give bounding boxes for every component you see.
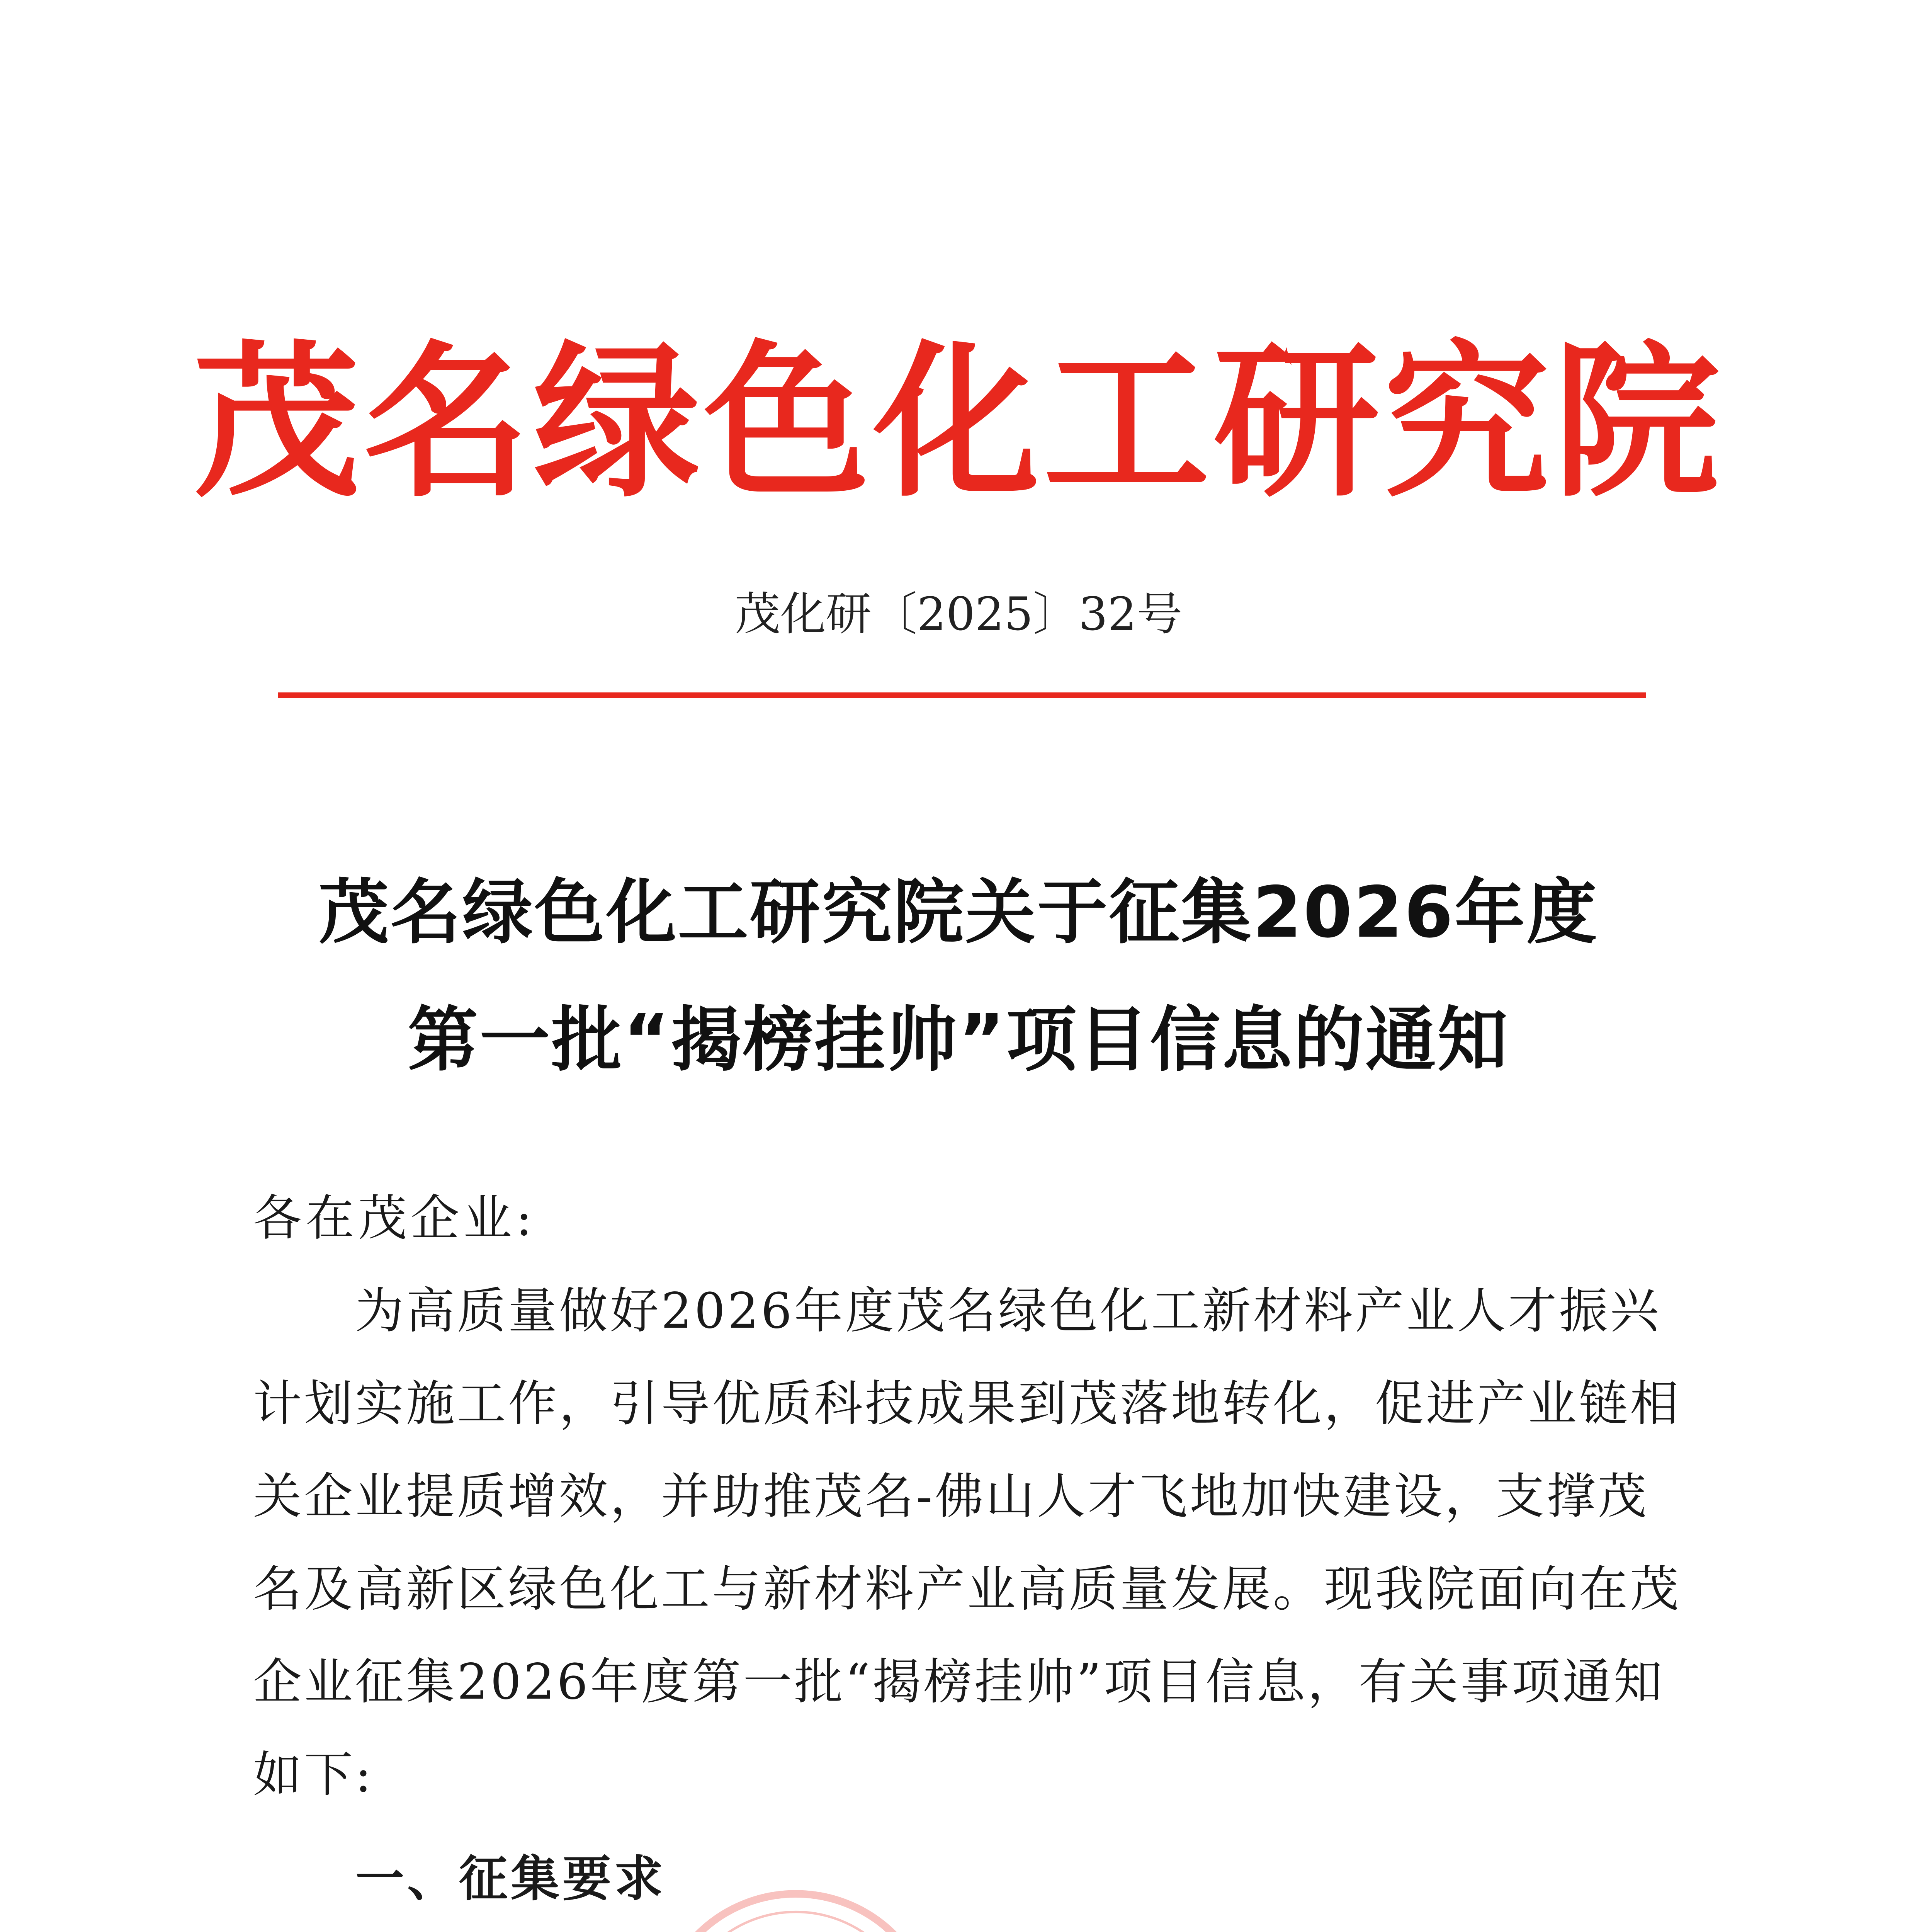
intro-line: 关企业提质增效，并助推茂名-佛山人才飞地加快建设，支撑茂 — [253, 1468, 1649, 1525]
intro-line: 名及高新区绿色化工与新材料产业高质量发展。现我院面向在茂 — [253, 1561, 1681, 1617]
salutation: 各在茂企业: — [253, 1190, 536, 1247]
faint-seal-stamp-icon — [645, 1882, 947, 1932]
document-number: 茂化研〔2025〕32号 — [734, 587, 1183, 641]
intro-line: 如下: — [253, 1746, 374, 1803]
intro-line: 企业征集2026年度第一批“揭榜挂帅”项目信息，有关事项通知 — [253, 1653, 1665, 1710]
section-heading: 一、征集要求 — [355, 1850, 666, 1907]
document-title-line-2: 第一批“揭榜挂帅”项目信息的通知 — [408, 999, 1509, 1081]
document-title-line-1: 茂名绿色化工研究院关于征集2026年度 — [318, 871, 1599, 953]
red-divider-line — [278, 692, 1646, 698]
intro-line: 计划实施工作，引导优质科技成果到茂落地转化，促进产业链相 — [253, 1375, 1681, 1432]
intro-line: 为高质量做好2026年度茂名绿色化工新材料产业人才振兴 — [253, 1282, 1661, 1339]
org-title: 茂名绿色化工研究院 — [194, 327, 1723, 520]
